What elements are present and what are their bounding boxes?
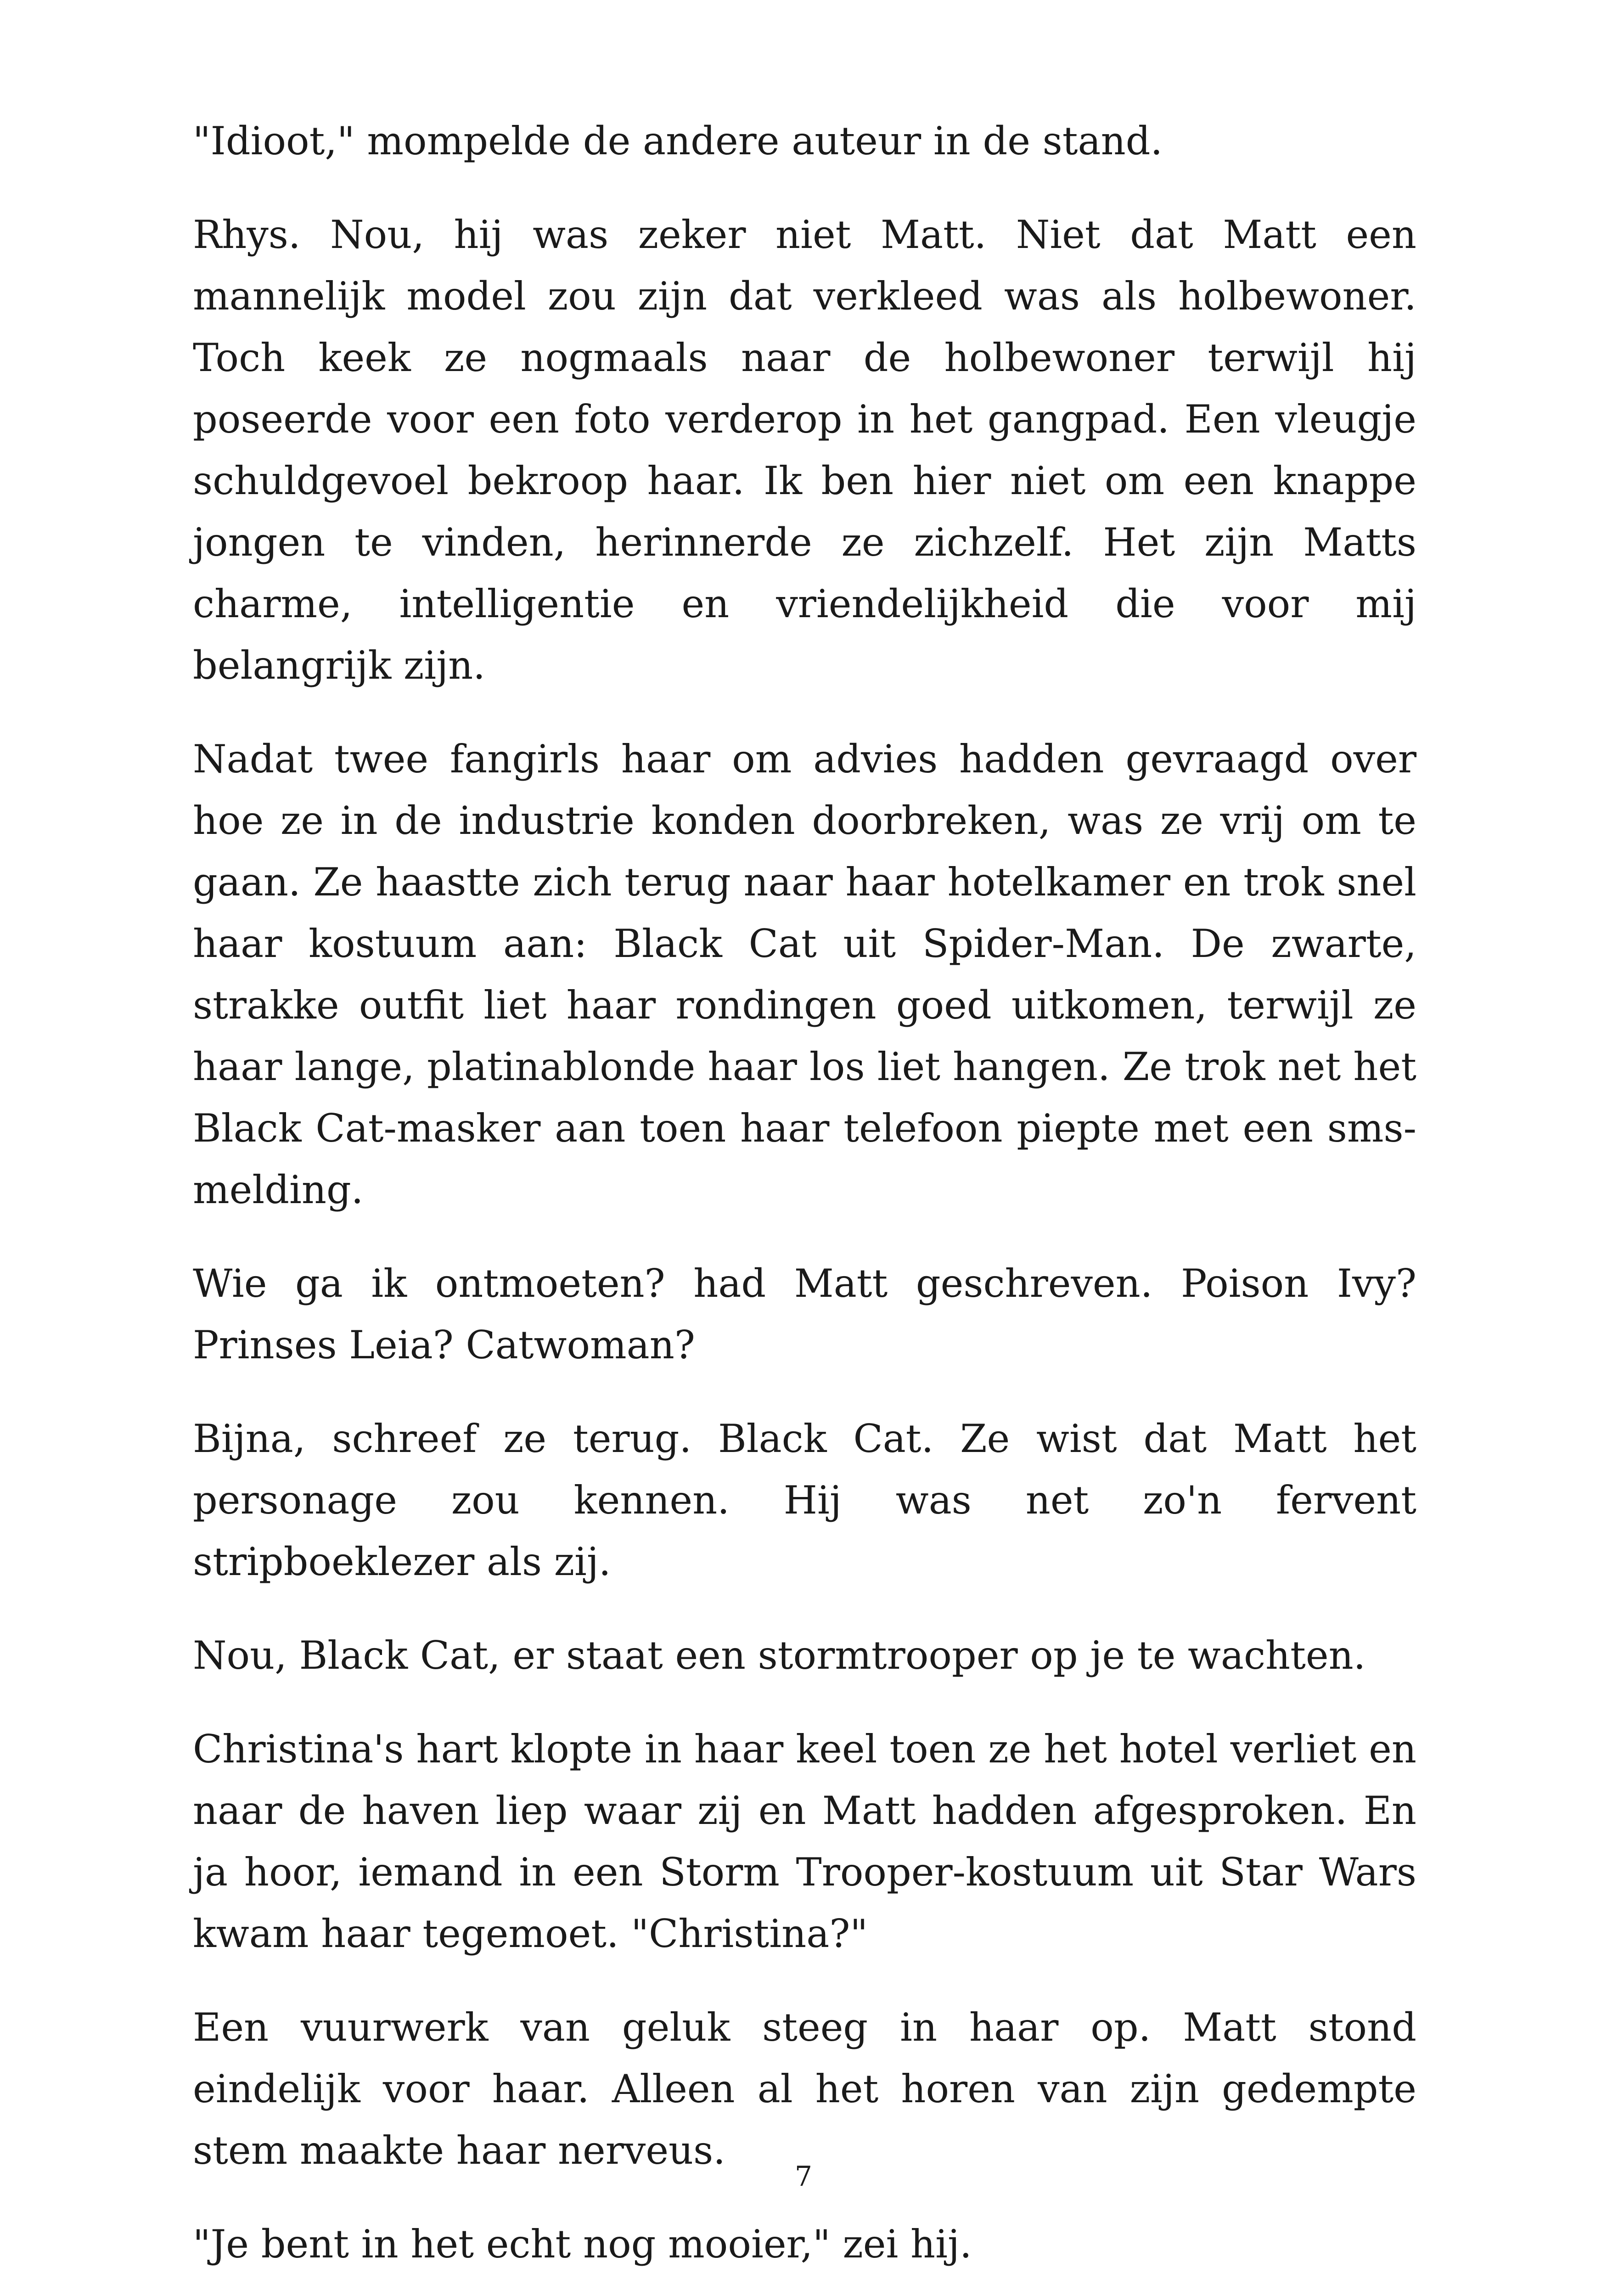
paragraph: Nadat twee fangirls haar om advies hadden gevraagd over hoe ze in de industrie konden doorbreken, was ze vrij om te gaan. Ze haastte zich terug naar haar hotelkamer en trok snel haar kostuum aan: Black Cat uit Spider-Man. De zwarte, strakke outfit liet haar rondingen goed uitkomen, terwijl ze haar lange, platinablonde haar los liet hangen. Ze trok net het Black Cat-masker aan toen haar telefoon piepte met een sms-melding.: [193, 737, 1416, 1212]
paragraph: Rhys. Nou, hij was zeker niet Matt. Niet dat Matt een mannelijk model zou zijn dat verkleed was als holbewoner. Toch keek ze nogmaals naar de holbewoner terwijl hij poseerde voor een foto verderop in het gangpad. Een vleugje schuldgevoel bekroop haar. Ik ben hier niet om een knappe jongen te vinden, herinnerde ze zichzelf. Het zijn Matts charme, intelligentie en vriendelijkheid die voor mij belangrijk zijn.: [193, 212, 1416, 688]
body-text: [193, 110, 1416, 2296]
paragraph: Wie ga ik ontmoeten? had Matt geschreven. Poison Ivy? Prinses Leia? Catwoman?: [193, 1261, 1416, 1367]
paragraph: Christina's hart klopte in haar keel toen ze het hotel verliet en naar de haven liep waar zij en Matt hadden afgesproken. En ja hoor, iemand in een Storm Trooper-kostuum uit Star Wars kwam haar tegemoet. "Christina?": [193, 1727, 1416, 1956]
paragraph: "Idioot," mompelde de andere auteur in de stand.: [193, 118, 1163, 163]
paragraph: Bijna, schreef ze terug. Black Cat. Ze wist dat Matt het personage zou kennen. Hij was net zo'n fervent stripboeklezer als zij.: [193, 1416, 1416, 1584]
paragraph: "Je bent in het echt nog mooier," zei hij.: [193, 2222, 972, 2267]
paragraph: Nou, Black Cat, er staat een stormtrooper op je te wachten.: [193, 1633, 1366, 1678]
page-number: 7: [794, 2161, 813, 2193]
paragraph: Een vuurwerk van geluk steeg in haar op. Matt stond eindelijk voor haar. Alleen al het horen van zijn gedempte stem maakte haar nerveus.: [193, 2005, 1416, 2173]
